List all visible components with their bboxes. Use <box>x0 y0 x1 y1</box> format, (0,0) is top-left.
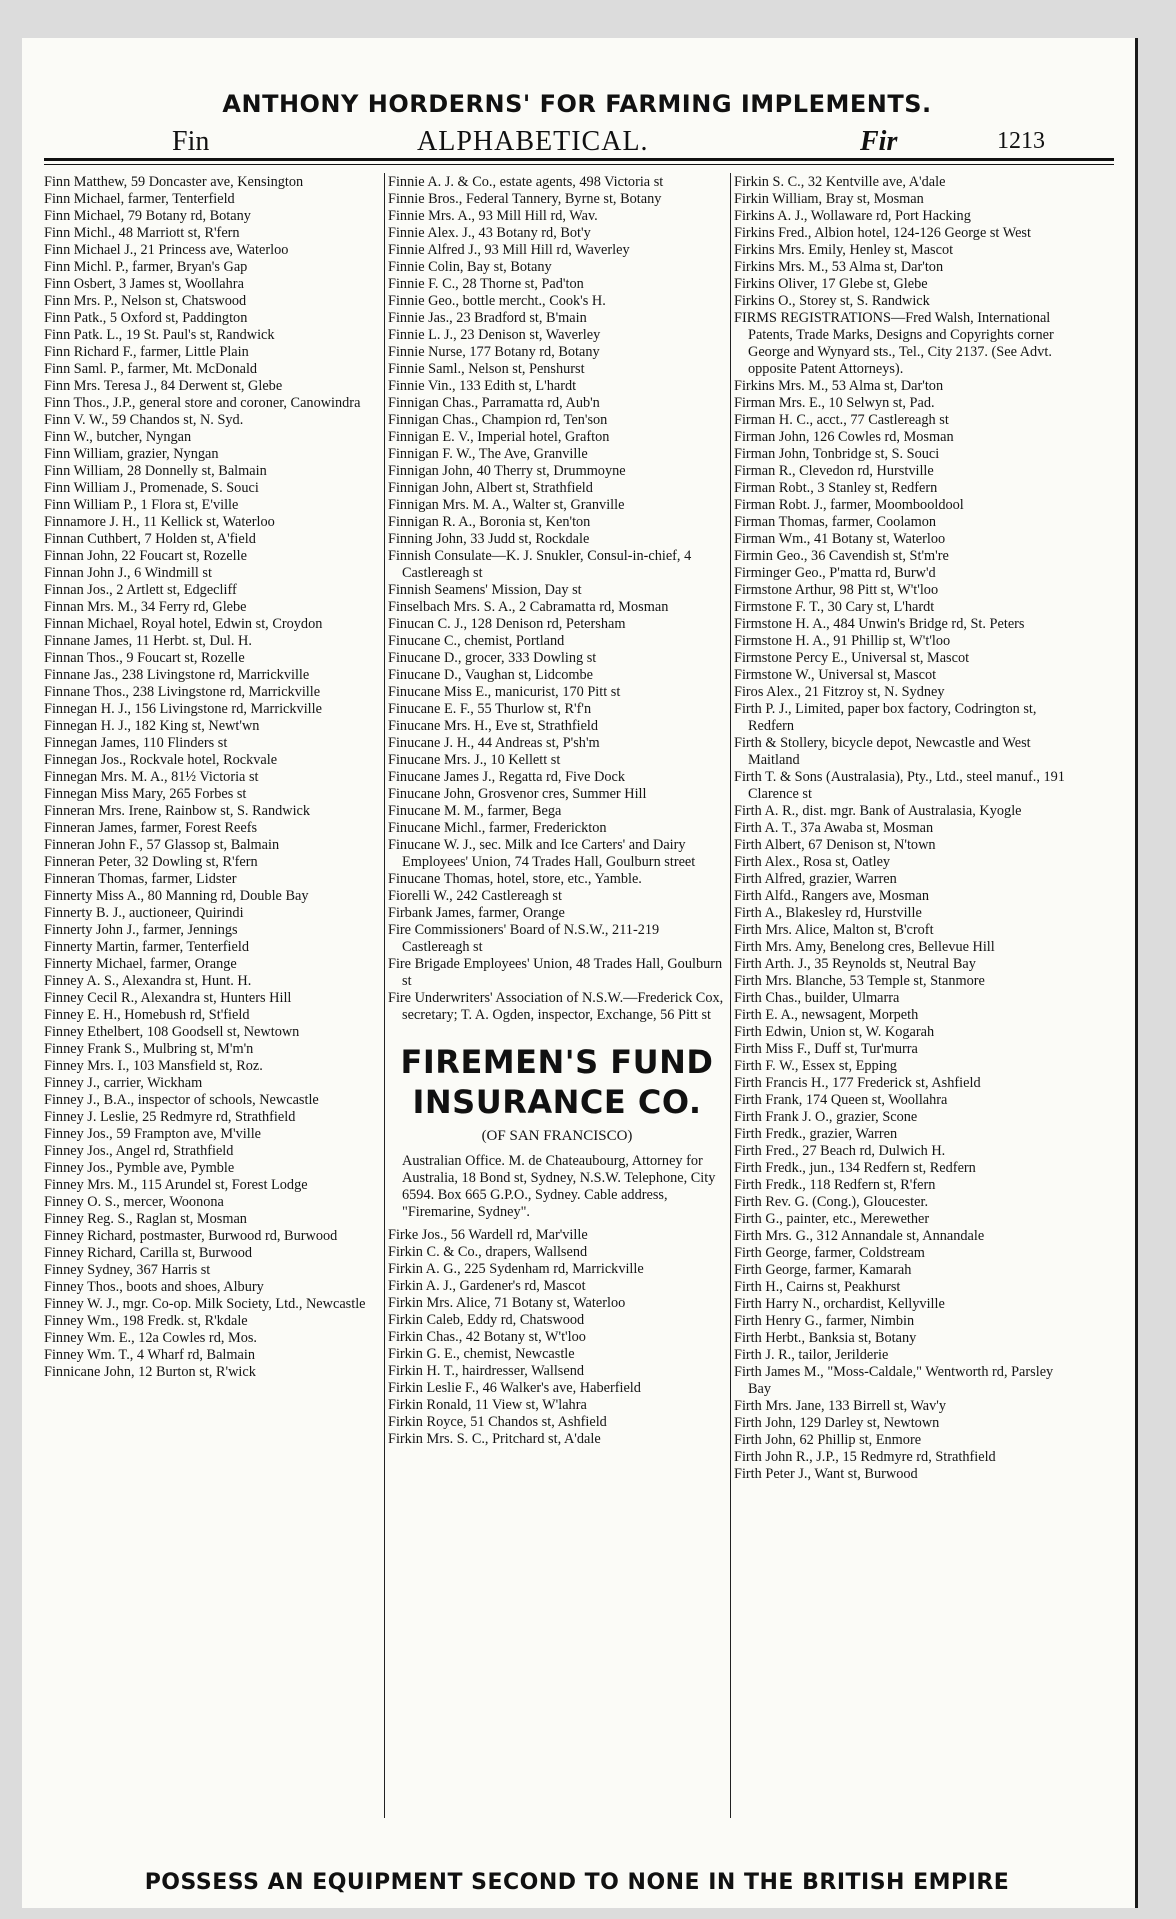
directory-entry: Finn V. W., 59 Chandos st, N. Syd. <box>44 412 244 428</box>
directory-entry: Finnie F. C., 28 Thorne st, Pad'ton <box>388 276 584 292</box>
directory-entry: Firman Mrs. E., 10 Selwyn st, Pad. <box>734 395 935 411</box>
directory-entry: Finnane Thos., 238 Livingstone rd, Marrickville <box>44 684 321 700</box>
header-guide-word-left: Fin <box>172 126 210 157</box>
directory-entry: Finney Mrs. I., 103 Mansfield st, Roz. <box>44 1058 263 1074</box>
directory-entry: Finning John, 33 Judd st, Rockdale <box>388 531 590 547</box>
directory-entry: Firth Herbt., Banksia st, Botany <box>734 1330 917 1346</box>
directory-entry: Finnie Bros., Federal Tannery, Byrne st, Botany <box>388 191 662 207</box>
directory-entry: Finneran Peter, 32 Dowling st, R'fern <box>44 854 258 870</box>
directory-entry: Firman John, Tonbridge st, S. Souci <box>734 446 940 462</box>
directory-entry: Finnan John, 22 Foucart st, Rozelle <box>44 548 247 564</box>
directory-entry: Finney Frank S., Mulbring st, M'm'n <box>44 1041 254 1057</box>
directory-entry: Finnegan Mrs. M. A., 81½ Victoria st <box>44 769 259 785</box>
directory-entry: Firman Robt., 3 Stanley st, Redfern <box>734 480 938 496</box>
directory-entry: Firmstone Percy E., Universal st, Mascot <box>734 650 970 666</box>
directory-entry: Firth John R., J.P., 15 Redmyre rd, Strathfield <box>734 1449 996 1465</box>
directory-entry: Firth Chas., builder, Ulmarra <box>734 990 900 1006</box>
directory-entry: Finn W., butcher, Nyngan <box>44 429 192 445</box>
directory-entry: Firth Arth. J., 35 Reynolds st, Neutral Bay <box>734 956 976 972</box>
directory-entry: Firkin William, Bray st, Mosman <box>734 191 924 207</box>
directory-entry: Fire Underwriters' Association of N.S.W.—Frederick Cox, secretary; T. A. Ogden, inspector, Exchange, 56 Pitt st <box>388 990 724 1023</box>
directory-entry: Firth Francis H., 177 Frederick st, Ashfield <box>734 1075 981 1091</box>
directory-entry: Finnan John J., 6 Windmill st <box>44 565 212 581</box>
directory-entry: Finn William J., Promenade, S. Souci <box>44 480 259 496</box>
directory-entry: Finucane W. J., sec. Milk and Ice Carters' and Dairy Employees' Union, 74 Trades Hall, Goulburn street <box>388 837 696 870</box>
directory-entry: Firkin Mrs. S. C., Pritchard st, A'dale <box>388 1431 601 1447</box>
directory-entry: Firkin C. & Co., drapers, Wallsend <box>388 1244 588 1260</box>
directory-entry: Firth Fredk., 118 Redfern st, R'fern <box>734 1177 936 1193</box>
directory-entry: Finnie L. J., 23 Denison st, Waverley <box>388 327 601 343</box>
directory-entry: Firos Alex., 21 Fitzroy st, N. Sydney <box>734 684 945 700</box>
directory-entry: Finney Jos., 59 Frampton ave, M'ville <box>44 1126 262 1142</box>
directory-entry: Finn William, 28 Donnelly st, Balmain <box>44 463 267 479</box>
directory-entry: Finnie Jas., 23 Bradford st, B'main <box>388 310 587 326</box>
directory-entry: Finn Saml. P., farmer, Mt. McDonald <box>44 361 258 377</box>
directory-entry: Firth Fred., 27 Beach rd, Dulwich H. <box>734 1143 946 1159</box>
directory-entry: Finucane E. F., 55 Thurlow st, R'f'n <box>388 701 592 717</box>
directory-entry: Firth Mrs. Alice, Malton st, B'croft <box>734 922 934 938</box>
directory-entry: Finney J. Leslie, 25 Redmyre rd, Strathfield <box>44 1109 296 1125</box>
directory-entry: Firkins O., Storey st, S. Randwick <box>734 293 930 309</box>
directory-entry: Finnie Alex. J., 43 Botany rd, Bot'y <box>388 225 591 241</box>
directory-entry: Finneran James, farmer, Forest Reefs <box>44 820 258 836</box>
directory-entry: Finnan Thos., 9 Foucart st, Rozelle <box>44 650 245 666</box>
header-guide-word-right: Fir <box>860 126 898 157</box>
directory-entry: Finnish Seamens' Mission, Day st <box>388 582 582 598</box>
directory-entry: Finn Michl. P., farmer, Bryan's Gap <box>44 259 248 275</box>
directory-entry: Finnerty John J., farmer, Jennings <box>44 922 238 938</box>
directory-entry: Firbank James, farmer, Orange <box>388 905 565 921</box>
directory-entry: Firmstone H. A., 484 Unwin's Bridge rd, St. Peters <box>734 616 1025 632</box>
directory-entry: Finnigan Chas., Parramatta rd, Aub'n <box>388 395 600 411</box>
directory-entry: Fire Brigade Employees' Union, 48 Trades Hall, Goulburn st <box>388 956 723 989</box>
directory-entry: Firth F. W., Essex st, Epping <box>734 1058 897 1074</box>
directory-entry: Finney E. H., Homebush rd, St'field <box>44 1007 250 1023</box>
page-number: 1213 <box>997 128 1045 154</box>
directory-entry: Firth Alfred, grazier, Warren <box>734 871 897 887</box>
directory-entry: Finney Wm., 198 Fredk. st, R'kdale <box>44 1313 248 1329</box>
directory-entry: Firkins Mrs. Emily, Henley st, Mascot <box>734 242 954 258</box>
directory-entry: Finn Mrs. Teresa J., 84 Derwent st, Glebe <box>44 378 283 394</box>
directory-entry: Finn William, grazier, Nyngan <box>44 446 219 462</box>
header-rule-thin <box>44 164 1114 165</box>
directory-entry: Firkin Ronald, 11 View st, W'lahra <box>388 1397 587 1413</box>
directory-entry: Finn Mrs. P., Nelson st, Chatswood <box>44 293 247 309</box>
directory-entry: Firkin H. T., hairdresser, Wallsend <box>388 1363 585 1379</box>
directory-entry: Firkin A. J., Gardener's rd, Mascot <box>388 1278 586 1294</box>
directory-entry: Firmstone W., Universal st, Mascot <box>734 667 937 683</box>
directory-entry: Finneran Mrs. Irene, Rainbow st, S. Randwick <box>44 803 311 819</box>
directory-entry: Finucane Michl., farmer, Frederickton <box>388 820 607 836</box>
directory-entry: Finnerty Michael, farmer, Orange <box>44 956 237 972</box>
directory-column-3 <box>734 174 1072 1814</box>
directory-entry: Finn Richard F., farmer, Little Plain <box>44 344 249 360</box>
directory-entry: Finney Ethelbert, 108 Goodsell st, Newtown <box>44 1024 300 1040</box>
running-header <box>22 126 1132 162</box>
directory-entry: Firkins Mrs. M., 53 Alma st, Dar'ton <box>734 378 944 394</box>
directory-entry: Finnerty Miss A., 80 Manning rd, Double Bay <box>44 888 309 904</box>
directory-entry: Finucan C. J., 128 Denison rd, Petersham <box>388 616 626 632</box>
directory-entry: Firth John, 62 Phillip st, Enmore <box>734 1432 922 1448</box>
directory-entry: Finn Matthew, 59 Doncaster ave, Kensington <box>44 174 304 190</box>
directory-entry: Finn Patk. L., 19 St. Paul's st, Randwick <box>44 327 275 343</box>
directory-entry: Finucane Miss E., manicurist, 170 Pitt st <box>388 684 621 700</box>
directory-entry: Firth Henry G., farmer, Nimbin <box>734 1313 915 1329</box>
directory-entry: Finn Osbert, 3 James st, Woollahra <box>44 276 244 292</box>
directory-entry: Finucane John, Grosvenor cres, Summer Hill <box>388 786 647 802</box>
directory-entry: Finucane Mrs. J., 10 Kellett st <box>388 752 561 768</box>
directory-entry: Finucane James J., Regatta rd, Five Dock <box>388 769 626 785</box>
directory-entry: Firth Harry N., orchardist, Kellyville <box>734 1296 945 1312</box>
directory-entry: Finney W. J., mgr. Co-op. Milk Society, Ltd., Newcastle <box>44 1296 366 1312</box>
directory-entry: Firkin Caleb, Eddy rd, Chatswood <box>388 1312 585 1328</box>
directory-entry: Firke Jos., 56 Wardell rd, Mar'ville <box>388 1227 588 1243</box>
directory-entry: Finnie Saml., Nelson st, Penshurst <box>388 361 585 377</box>
directory-entry: Firman John, 126 Cowles rd, Mosman <box>734 429 954 445</box>
directory-entry: Firth A. R., dist. mgr. Bank of Australasia, Kyogle <box>734 803 1022 819</box>
directory-entry: Finnan Mrs. M., 34 Ferry rd, Glebe <box>44 599 247 615</box>
directory-entry: Firmstone H. A., 91 Phillip st, W't'loo <box>734 633 951 649</box>
directory-entry: Finucane M. M., farmer, Bega <box>388 803 562 819</box>
directory-entry: Finnie Mrs. A., 93 Mill Hill rd, Wav. <box>388 208 598 224</box>
directory-entry: Firminger Geo., P'matta rd, Burw'd <box>734 565 936 581</box>
directory-entry: Firkin Leslie F., 46 Walker's ave, Haberfield <box>388 1380 641 1396</box>
directory-entry: Finnane James, 11 Herbt. st, Dul. H. <box>44 633 252 649</box>
insurance-advert <box>388 1042 726 1221</box>
column-divider <box>730 173 731 1818</box>
directory-entry: Firth Frank J. O., grazier, Scone <box>734 1109 918 1125</box>
directory-entry: Finn Patk., 5 Oxford st, Paddington <box>44 310 248 326</box>
directory-entry: Finnegan Miss Mary, 265 Forbes st <box>44 786 247 802</box>
directory-entry: Firth Fredk., jun., 134 Redfern st, Redfern <box>734 1160 976 1176</box>
directory-entry: Firkin Chas., 42 Botany st, W't'loo <box>388 1329 586 1345</box>
bottom-advert-banner: POSSESS AN EQUIPMENT SECOND TO NONE IN THE BRITISH EMPIRE <box>144 1870 1010 1895</box>
directory-entry: Firth Alex., Rosa st, Oatley <box>734 854 891 870</box>
directory-page <box>22 38 1138 1908</box>
directory-entry: Finn Michael, 79 Botany rd, Botany <box>44 208 251 224</box>
directory-entry: Finney Jos., Angel rd, Strathfield <box>44 1143 234 1159</box>
directory-entry: Firth Rev. G. (Cong.), Gloucester. <box>734 1194 929 1210</box>
directory-entry: Firkins A. J., Wollaware rd, Port Hacking <box>734 208 971 224</box>
directory-entry: Firth Edwin, Union st, W. Kogarah <box>734 1024 935 1040</box>
directory-entry: Finnerty B. J., auctioneer, Quirindi <box>44 905 244 921</box>
column-divider <box>384 173 385 1818</box>
directory-entry: Finnigan John, 40 Therry st, Drummoyne <box>388 463 626 479</box>
directory-entry: Finney Wm. T., 4 Wharf rd, Balmain <box>44 1347 255 1363</box>
header-rule <box>44 158 1114 161</box>
directory-entry: Finnie Nurse, 177 Botany rd, Botany <box>388 344 600 360</box>
directory-entry: Finney J., carrier, Wickham <box>44 1075 203 1091</box>
directory-entry: Finn William P., 1 Flora st, E'ville <box>44 497 239 513</box>
directory-entry: Finucane D., Vaughan st, Lidcombe <box>388 667 594 683</box>
directory-entry: Firman R., Clevedon rd, Hurstville <box>734 463 934 479</box>
directory-entry: Finucane Thomas, hotel, store, etc., Yamble. <box>388 871 642 887</box>
directory-entry: Firth & Stollery, bicycle depot, Newcastle and West Maitland <box>734 735 1031 768</box>
top-advert-banner: ANTHONY HORDERNS' FOR FARMING IMPLEMENTS. <box>222 90 932 118</box>
directory-entry: Finnigan F. W., The Ave, Granville <box>388 446 588 462</box>
directory-entry: Finney Richard, Carilla st, Burwood <box>44 1245 253 1261</box>
directory-entry: Finney Mrs. M., 115 Arundel st, Forest Lodge <box>44 1177 308 1193</box>
directory-entry: Firth John, 129 Darley st, Newtown <box>734 1415 940 1431</box>
advert-body: Australian Office. M. de Chateaubourg, Attorney for Australia, 18 Bond st, Sydney, N.S.W. Telephone, City 6594. Box 665 G.P.O., Sydney. Cable address, "Firemarine, Sydney". <box>402 1153 716 1220</box>
directory-entry: Firth Mrs. Blanche, 53 Temple st, Stanmore <box>734 973 985 989</box>
directory-entry: Finnan Jos., 2 Artlett st, Edgecliff <box>44 582 237 598</box>
directory-entry: Firth T. & Sons (Australasia), Pty., Ltd., steel manuf., 191 Clarence st <box>734 769 1065 802</box>
directory-entry: Finney Sydney, 367 Harris st <box>44 1262 211 1278</box>
directory-entry: Finnegan H. J., 182 King st, Newt'wn <box>44 718 260 734</box>
advert-subtitle: (OF SAN FRANCISCO) <box>481 1128 633 1144</box>
directory-entry: Finney Cecil R., Alexandra st, Hunters Hill <box>44 990 292 1006</box>
directory-entry: Finucane Mrs. H., Eve st, Strathfield <box>388 718 599 734</box>
directory-entry: Finnicane John, 12 Burton st, R'wick <box>44 1364 256 1380</box>
directory-entry: Firth Fredk., grazier, Warren <box>734 1126 898 1142</box>
directory-entry: Firmstone Arthur, 98 Pitt st, W't'loo <box>734 582 939 598</box>
directory-entry: Firkin Royce, 51 Chandos st, Ashfield <box>388 1414 607 1430</box>
directory-entry: Firth Mrs. Jane, 133 Birrell st, Wav'y <box>734 1398 947 1414</box>
directory-entry: Firman Thomas, farmer, Coolamon <box>734 514 937 530</box>
directory-entry: Firkin S. C., 32 Kentville ave, A'dale <box>734 174 946 190</box>
directory-entry: Firman H. C., acct., 77 Castlereagh st <box>734 412 949 428</box>
directory-entry: Finney A. S., Alexandra st, Hunt. H. <box>44 973 252 989</box>
directory-entry: Firth A. T., 37a Awaba st, Mosman <box>734 820 934 836</box>
directory-entry: Finney O. S., mercer, Woonona <box>44 1194 224 1210</box>
directory-entry: Finnamore J. H., 11 Kellick st, Waterloo <box>44 514 275 530</box>
directory-entry: Finnie Vin., 133 Edith st, L'hardt <box>388 378 577 394</box>
directory-entry: Firth J. R., tailor, Jerilderie <box>734 1347 889 1363</box>
directory-entry: Finnigan John, Albert st, Strathfield <box>388 480 593 496</box>
directory-entry: Finnie Colin, Bay st, Botany <box>388 259 552 275</box>
directory-entry: Finnan Cuthbert, 7 Holden st, A'field <box>44 531 256 547</box>
directory-entry: Firkin G. E., chemist, Newcastle <box>388 1346 575 1362</box>
directory-entry: Firth James M., "Moss-Caldale," Wentworth rd, Parsley Bay <box>734 1364 1054 1397</box>
directory-entry: Finnegan H. J., 156 Livingstone rd, Marrickville <box>44 701 322 717</box>
directory-entry: Finney Wm. E., 12a Cowles rd, Mos. <box>44 1330 257 1346</box>
directory-entry: Firth E. A., newsagent, Morpeth <box>734 1007 919 1023</box>
directory-entry: Finney Thos., boots and shoes, Albury <box>44 1279 264 1295</box>
directory-entry: Firth A., Blakesley rd, Hurstville <box>734 905 922 921</box>
directory-entry: Firth Miss F., Duff st, Tur'murra <box>734 1041 918 1057</box>
directory-entry: Finneran John F., 57 Glassop st, Balmain <box>44 837 280 853</box>
directory-entry: Firth H., Cairns st, Peakhurst <box>734 1279 901 1295</box>
directory-entry: Finnie Alfred J., 93 Mill Hill rd, Waverley <box>388 242 630 258</box>
directory-entry: Firth George, farmer, Coldstream <box>734 1245 925 1261</box>
directory-entry: Finnie Geo., bottle mercht., Cook's H. <box>388 293 606 309</box>
directory-column-1 <box>44 174 382 1814</box>
directory-entry: Finnane Jas., 238 Livingstone rd, Marrickville <box>44 667 310 683</box>
directory-entry: Firth G., painter, etc., Merewether <box>734 1211 930 1227</box>
directory-entry: Finn Michael, farmer, Tenterfield <box>44 191 235 207</box>
directory-entry: Finnegan James, 110 Flinders st <box>44 735 228 751</box>
directory-entry: Finneran Thomas, farmer, Lidster <box>44 871 237 887</box>
directory-entry: Finucane J. H., 44 Andreas st, P'sh'm <box>388 735 600 751</box>
advert-title-line-2: INSURANCE CO. <box>412 1083 702 1121</box>
directory-entry: Firman Wm., 41 Botany st, Waterloo <box>734 531 946 547</box>
directory-entry: Finnigan E. V., Imperial hotel, Grafton <box>388 429 610 445</box>
directory-entry: Firkin A. G., 225 Sydenham rd, Marrickville <box>388 1261 644 1277</box>
directory-entry: Finnigan Mrs. M. A., Walter st, Granville <box>388 497 625 513</box>
directory-entry: Firth P. J., Limited, paper box factory, Codrington st, Redfern <box>734 701 1037 734</box>
directory-entry: Finnan Michael, Royal hotel, Edwin st, Croydon <box>44 616 323 632</box>
directory-entry: Finnish Consulate—K. J. Snukler, Consul-in-chief, 4 Castlereagh st <box>388 548 692 581</box>
directory-entry: Firth Alfd., Rangers ave, Mosman <box>734 888 929 904</box>
directory-entry: Finney Reg. S., Raglan st, Mosman <box>44 1211 247 1227</box>
directory-entry: Firmstone F. T., 30 Cary st, L'hardt <box>734 599 935 615</box>
directory-entry: Firth Albert, 67 Denison st, N'town <box>734 837 936 853</box>
directory-entry: Firkins Oliver, 17 Glebe st, Glebe <box>734 276 928 292</box>
directory-entry: Finnegan Jos., Rockvale hotel, Rockvale <box>44 752 278 768</box>
directory-entry: Finn Michl., 48 Marriott st, R'fern <box>44 225 240 241</box>
directory-entry: Firkins Fred., Albion hotel, 124-126 George st West <box>734 225 1031 241</box>
advert-title-line-1: FIREMEN'S FUND <box>400 1043 714 1081</box>
directory-entry: Finney Jos., Pymble ave, Pymble <box>44 1160 235 1176</box>
directory-entry: Finnigan Chas., Champion rd, Ten'son <box>388 412 608 428</box>
directory-entry: Firth Frank, 174 Queen st, Woollahra <box>734 1092 948 1108</box>
directory-entry: Finn Thos., J.P., general store and coroner, Canowindra <box>44 395 361 411</box>
directory-entry: Fiorelli W., 242 Castlereagh st <box>388 888 562 904</box>
directory-entry: Firkin Mrs. Alice, 71 Botany st, Waterloo <box>388 1295 626 1311</box>
directory-entry: Firth Peter J., Want st, Burwood <box>734 1466 918 1482</box>
header-section-title: ALPHABETICAL. <box>417 126 649 157</box>
directory-entry: Finn Michael J., 21 Princess ave, Waterloo <box>44 242 289 258</box>
directory-entry: FIRMS REGISTRATIONS—Fred Walsh, International Patents, Trade Marks, Designs and Copyrights corner George and Wynyard sts., Tel., City 2137. (See Advt. opposite Patent Attorneys). <box>734 310 1054 377</box>
directory-entry: Firth Mrs. G., 312 Annandale st, Annandale <box>734 1228 985 1244</box>
directory-entry: Firmin Geo., 36 Cavendish st, St'm're <box>734 548 949 564</box>
directory-entry: Firth George, farmer, Kamarah <box>734 1262 912 1278</box>
directory-entry: Finselbach Mrs. S. A., 2 Cabramatta rd, Mosman <box>388 599 669 615</box>
directory-entry: Finnerty Martin, farmer, Tenterfield <box>44 939 250 955</box>
directory-column-2 <box>388 174 726 1814</box>
directory-entry: Finney J., B.A., inspector of schools, Newcastle <box>44 1092 319 1108</box>
directory-entry: Finnigan R. A., Boronia st, Ken'ton <box>388 514 591 530</box>
directory-entry: Finucane C., chemist, Portland <box>388 633 565 649</box>
directory-entry: Finucane D., grocer, 333 Dowling st <box>388 650 597 666</box>
directory-entry: Finnie A. J. & Co., estate agents, 498 Victoria st <box>388 174 664 190</box>
directory-entry: Finney Richard, postmaster, Burwood rd, Burwood <box>44 1228 338 1244</box>
directory-entry: Firth Mrs. Amy, Benelong cres, Bellevue Hill <box>734 939 995 955</box>
directory-entry: Firman Robt. J., farmer, Moombooldool <box>734 497 964 513</box>
page-edge-rule <box>1135 38 1138 1908</box>
directory-entry: Firkins Mrs. M., 53 Alma st, Dar'ton <box>734 259 944 275</box>
directory-entry: Fire Commissioners' Board of N.S.W., 211-219 Castlereagh st <box>388 922 660 955</box>
